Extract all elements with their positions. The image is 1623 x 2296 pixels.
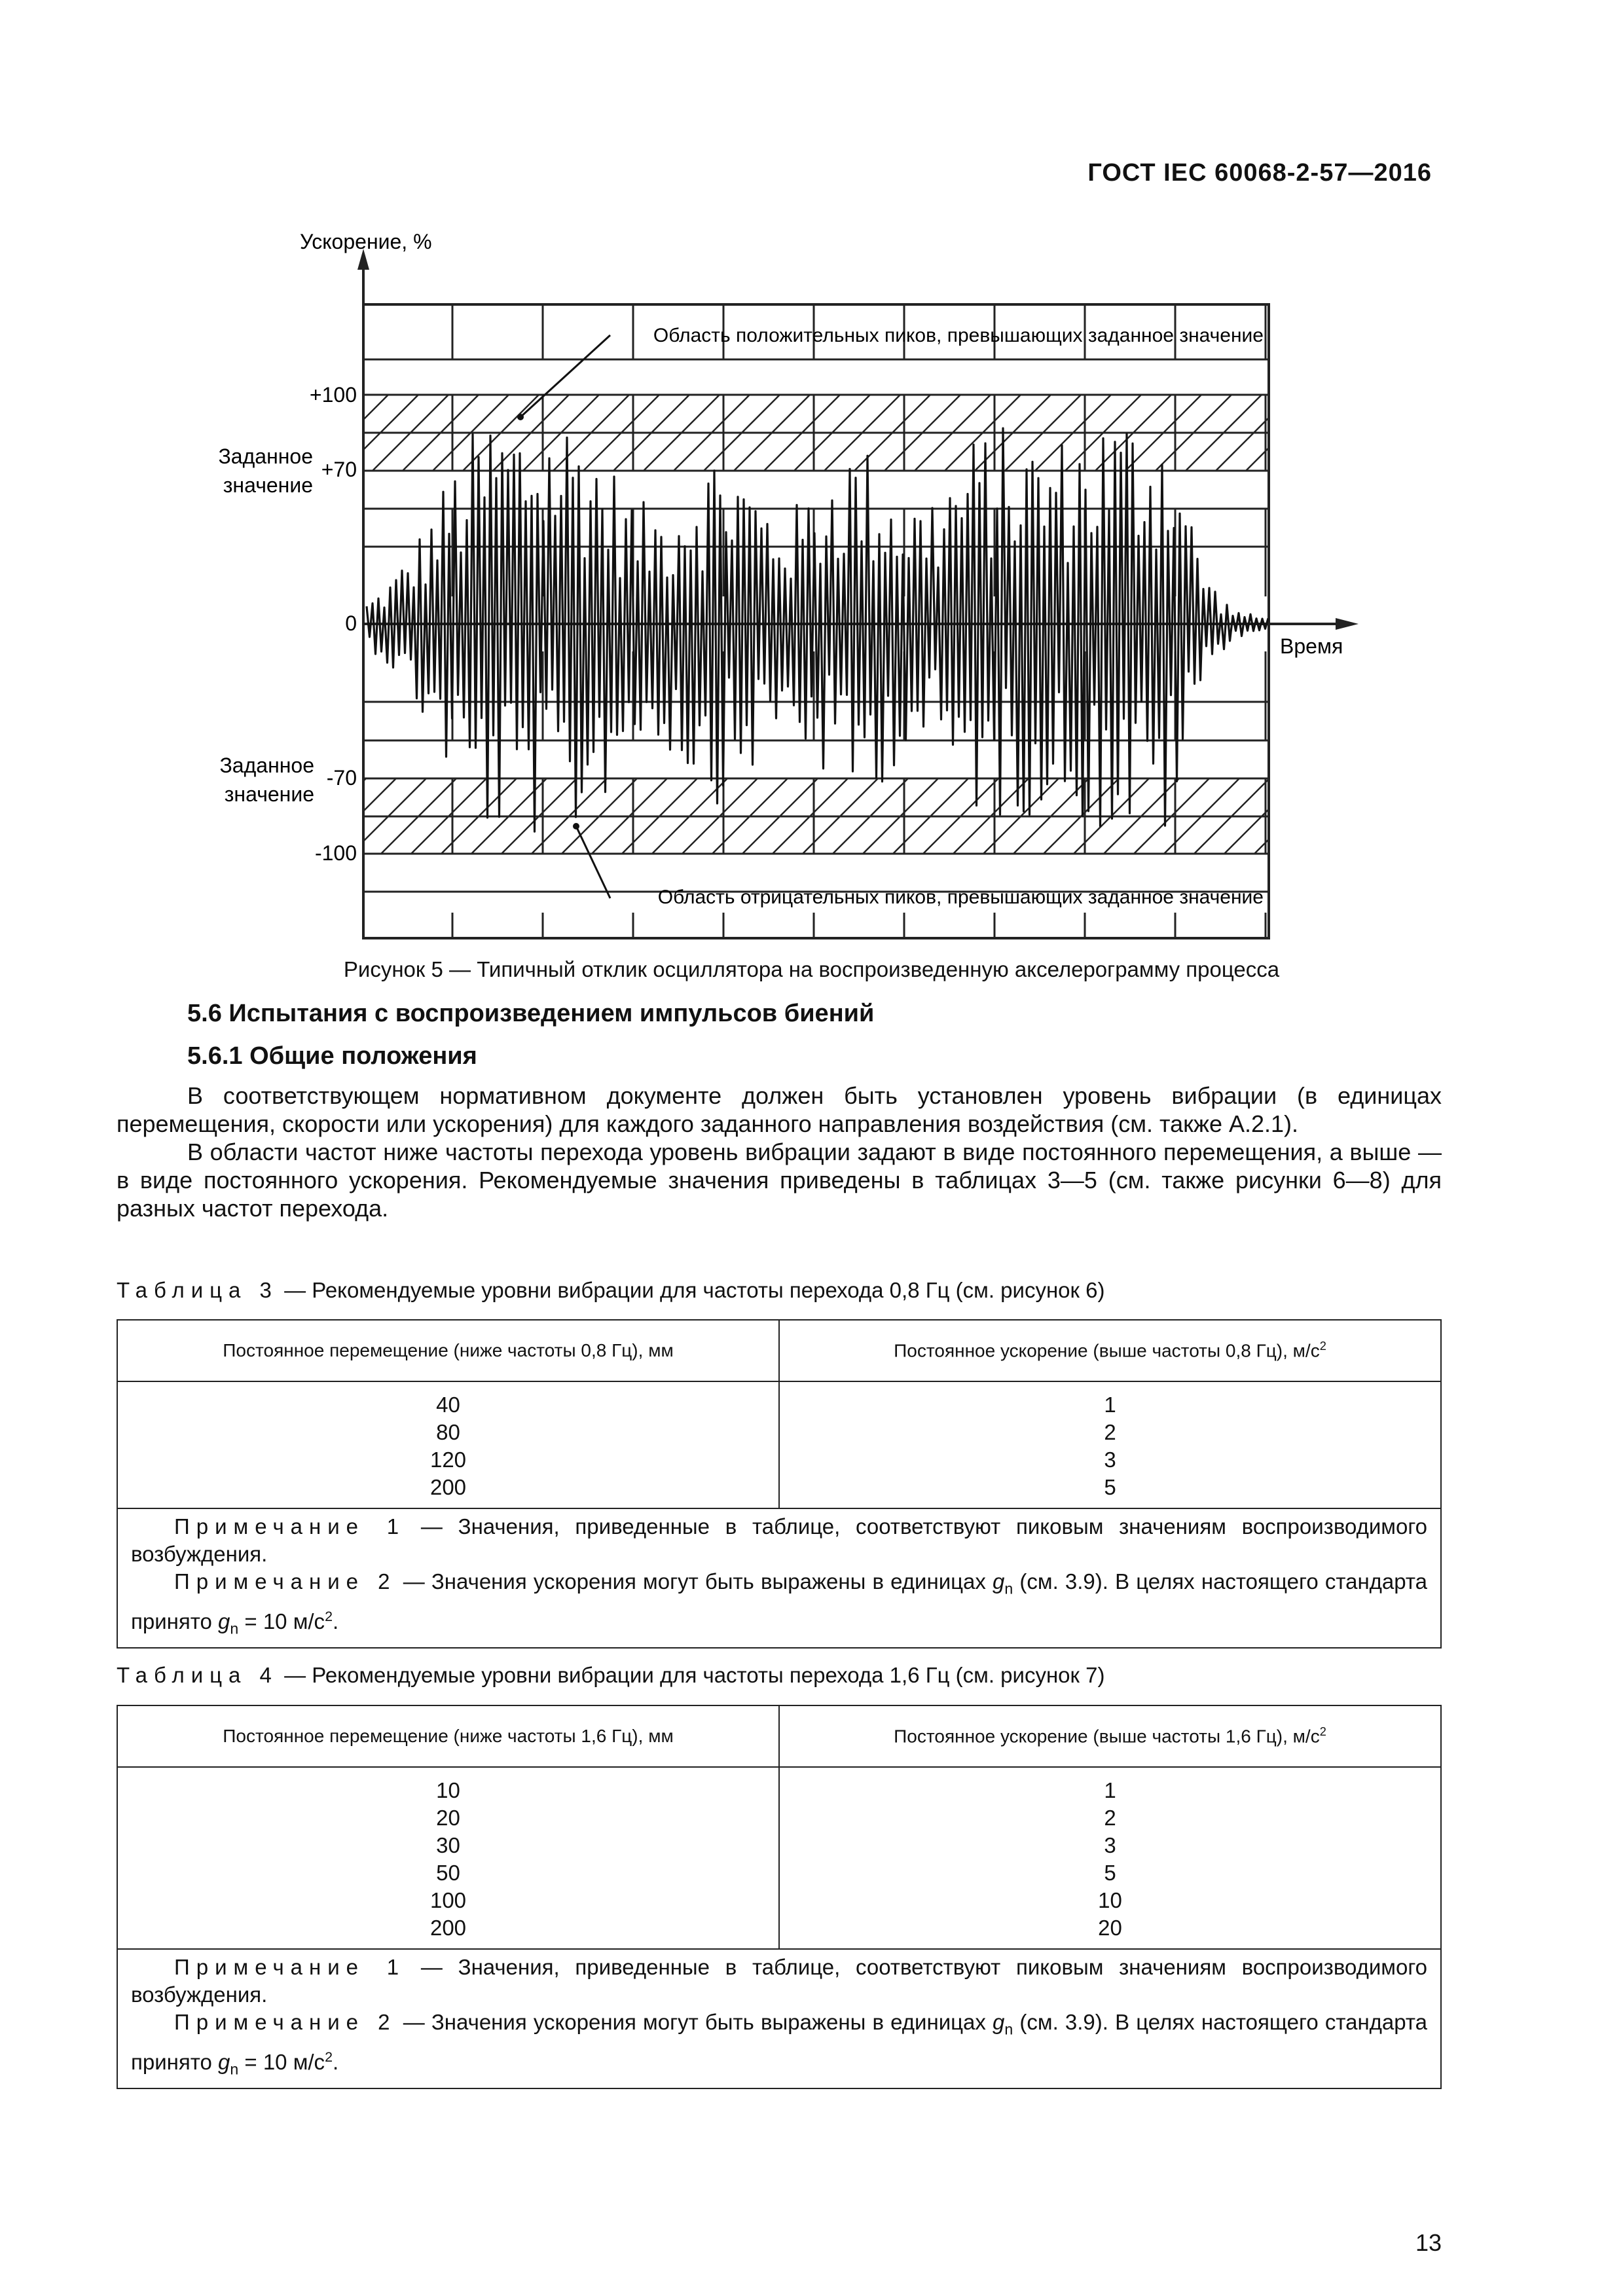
table-3-col1-header: Постоянное перемещение (ниже частоты 0,8 Гц), мм: [117, 1320, 779, 1381]
table-row: 3: [1104, 1833, 1116, 1857]
tick-zero: 0: [345, 611, 357, 635]
table-row: 3: [1104, 1448, 1116, 1472]
table-4-label: Таблица 4: [117, 1663, 278, 1687]
table-row: 10: [436, 1778, 460, 1802]
table-row: 50: [436, 1861, 460, 1885]
table-row: 20: [1098, 1916, 1122, 1940]
table-4-caption: [117, 1663, 1104, 1688]
table-4-note-1: Примечание 1 — Значения, приведенные в таблице, соответствуют пиковым значениям воспроизводимого возбуждения.: [131, 1955, 1427, 2007]
set-value-neg-1: Заданное: [219, 754, 314, 777]
page-number: 13: [1415, 2229, 1442, 2256]
figure-5-oscillogram: [196, 216, 1362, 943]
table-row: 100: [429, 1888, 467, 1912]
table-row: 120: [429, 1448, 467, 1472]
table-3: [117, 1319, 1442, 1649]
table-row: 80: [436, 1420, 460, 1444]
table-3-label: Таблица 3: [117, 1278, 278, 1302]
neg-region-label: Область отрицательных пиков, превышающих заданное значение: [657, 886, 1264, 908]
tick-p100: +100: [309, 383, 357, 407]
table-4-col1-values: [117, 1767, 779, 1949]
set-value-pos-1: Заданное: [218, 445, 313, 468]
table-row: 1: [1104, 1393, 1116, 1417]
oscillator-response-trace: [367, 428, 1268, 831]
x-axis-label: Время: [1280, 634, 1343, 658]
table-3-caption: [117, 1278, 1104, 1303]
set-value-neg-2: значение: [224, 782, 314, 806]
y-axis-label: Ускорение, %: [300, 230, 432, 253]
table-4-note-2: Примечание 2 — Значения ускорения могут быть выражены в единицах $g_n$ (см. 3.9). В целях настоящего стандарта принято $g_n = 10$ $м/с^2$.: [131, 2010, 1427, 2078]
paragraph-2: В области частот ниже частоты перехода уровень вибрации задают в виде постоянного перемещения, а выше — в виде постоянного ускорения. Рекомендуемые значения приведены в таблицах 3—5 (см. также рисунки 6—8) для разных частот перехода.: [117, 1139, 1442, 1222]
table-3-note-1: Примечание 1 — Значения, приведенные в таблице, соответствуют пиковым значениям воспроизводимого возбуждения.: [131, 1514, 1427, 1566]
table-row: 40: [436, 1393, 460, 1417]
body-text: [117, 1082, 1442, 1222]
paragraph-1: В соответствующем нормативном документе должен быть установлен уровень вибрации (в единицах перемещения, скорости или ускорения) для каждого заданного направления воздействия (см. также А.2.1).: [117, 1082, 1442, 1137]
table-4-title: — Рекомендуемые уровни вибрации для частоты перехода 1,6 Гц (см. рисунок 7): [278, 1663, 1105, 1687]
table-3-col2-header: Постоянное ускорение (выше частоты 0,8 Гц), $м/с^2$: [779, 1320, 1441, 1381]
table-row: 20: [436, 1806, 460, 1830]
table-row: 200: [429, 1916, 467, 1940]
table-row: 1: [1104, 1778, 1116, 1802]
table-row: 10: [1098, 1888, 1122, 1912]
tick-m100: -100: [314, 841, 357, 865]
table-4: [117, 1705, 1442, 2089]
set-value-pos-2: значение: [223, 473, 313, 497]
table-row: 5: [1104, 1475, 1116, 1499]
table-3-col1-values: [117, 1381, 779, 1508]
table-row: 30: [436, 1833, 460, 1857]
section-5-6-1-title: 5.6.1 Общие положения: [187, 1042, 477, 1070]
table-4-col2-header: Постоянное ускорение (выше частоты 1,6 Гц), $м/с^2$: [779, 1705, 1441, 1767]
table-4-col2-values: [779, 1767, 1441, 1949]
table-row: 5: [1104, 1861, 1116, 1885]
table-row: 2: [1104, 1806, 1116, 1830]
tick-p70: +70: [321, 458, 357, 481]
table-3-note-2: Примечание 2 — Значения ускорения могут быть выражены в единицах $g_n$ (см. 3.9). В целях настоящего стандарта принято $g_n = 10$ $м/с^2$.: [131, 1569, 1427, 1637]
document-header: ГОСТ IEC 60068-2-57—2016: [1087, 159, 1432, 187]
figure-5-caption: Рисунок 5 — Типичный отклик осциллятора на воспроизведенную акселерограмму процесса: [343, 957, 1280, 981]
pos-region-label: Область положительных пиков, превышающих заданное значение: [653, 325, 1264, 346]
tick-m70: -70: [326, 766, 357, 790]
table-row: 200: [429, 1475, 467, 1499]
table-row: 2: [1104, 1420, 1116, 1444]
table-3-col2-values: [779, 1381, 1441, 1508]
table-3-notes: [117, 1508, 1441, 1648]
table-4-col1-header: Постоянное перемещение (ниже частоты 1,6 Гц), мм: [117, 1705, 779, 1767]
section-5-6-title: 5.6 Испытания с воспроизведением импульсов биений: [187, 1000, 875, 1027]
table-3-title: — Рекомендуемые уровни вибрации для частоты перехода 0,8 Гц (см. рисунок 6): [278, 1278, 1105, 1302]
table-4-notes: [117, 1949, 1441, 2088]
